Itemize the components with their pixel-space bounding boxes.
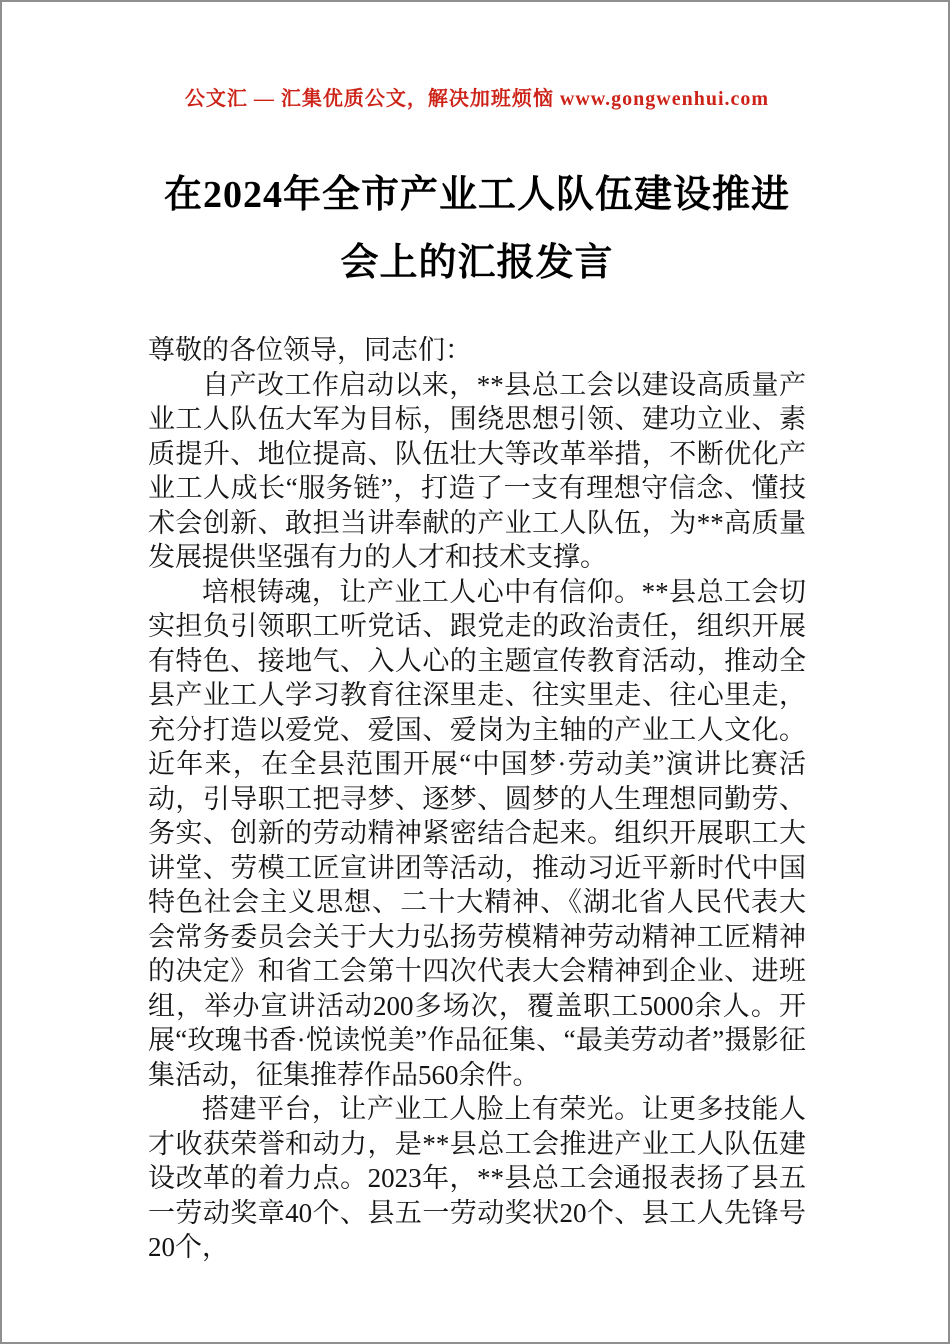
document-body bbox=[148, 333, 806, 1265]
body-paragraph: 自产改工作启动以来，**县总工会以建设高质量产业工人队伍大军为目标，围绕思想引领、建功立业、素质提升、地位提高、队伍壮大等改革举措，不断优化产业工人成长“服务链”，打造了一支有理想守信念、懂技术会创新、敢担当讲奉献的产业工人队伍，为**高质量发展提供坚强有力的人才和技术支撑。 bbox=[148, 369, 806, 572]
document-title: 在2024年全市产业工人队伍建设推进会上的汇报发言 bbox=[163, 174, 790, 284]
watermark-text: 公文汇 — 汇集优质公文，解决加班烦恼 www.gongwenhui.com bbox=[184, 88, 770, 110]
salutation-line: 尊敬的各位领导，同志们： bbox=[148, 335, 472, 365]
body-paragraph: 培根铸魂，让产业工人心中有信仰。**县总工会切实担负引领职工听党话、跟党走的政治责任，组织开展有特色、接地气、入人心的主题宣传教育活动，推动全县产业工人学习教育往深里走、往实里走、往心里走，充分打造以爱党、爱国、爱岗为主轴的产业工人文化。近年来，在全县范围开展“中国梦·劳动美”演讲比赛活动，引导职工把寻梦、逐梦、圆梦的人生理想同勤劳、务实、创新的劳动精神紧密结合起来。组织开展职工大讲堂、劳模工匠宣讲团等活动，推动习近平新时代中国特色社会主义思想、二十大精神、《湖北省人民代表大会常务委员会关于大力弘扬劳模精神劳动精神工匠精神的决定》和省工会第十四次代表大会精神到企业、进班组，举办宣讲活动200多场次，覆盖职工5000余人。开展“玫瑰书香·悦读悦美”作品征集、“最美劳动者”摄影征集活动，征集推荐作品560余件。 bbox=[148, 576, 806, 1090]
site-watermark-header bbox=[148, 82, 806, 111]
body-paragraph: 搭建平台，让产业工人脸上有荣光。让更多技能人才收获荣誉和动力，是**县总工会推进产业工人队伍建设改革的着力点。2023年，**县总工会通报表扬了县五一劳动奖章40个、县五一劳动奖状20个、县工人先锋号20个， bbox=[148, 1094, 806, 1262]
